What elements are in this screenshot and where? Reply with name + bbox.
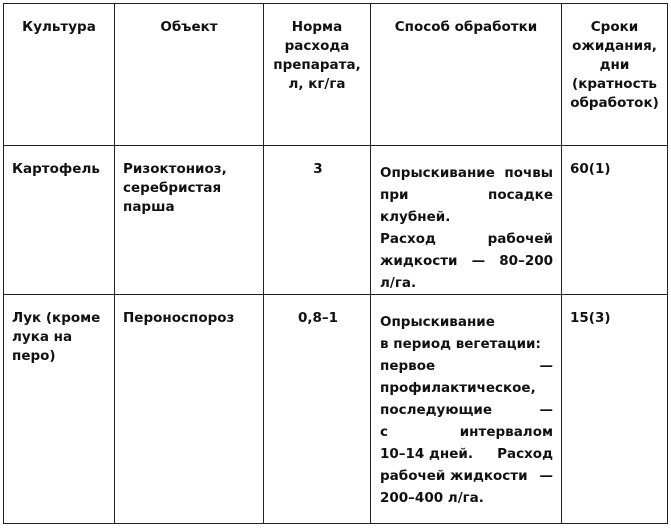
cell-method: Опрыскивание почвы при посадке клубней. Расход рабочей жидкости — 80–200 л/га. [371,146,562,295]
cell-crop: Лук (кроме лука на перо) [4,295,115,524]
cell-target: Пероноспороз [115,295,264,524]
header-method: Способ обработки [371,4,562,146]
header-waiting: Сроки ожидания, дни (кратность обработок) [562,4,668,146]
header-rate: Норма расхода препарата, л, кг/га [264,4,371,146]
table-row [4,146,668,295]
cell-method: Опрыскивание в период вегетации: первое — профилактическое, последующие — с интервалом 10–14 дней. Расход рабочей жидкости — 200–400 л/га. [371,295,562,524]
cell-waiting: 60(1) [562,146,668,295]
cell-target: Ризоктониоз, серебристая парша [115,146,264,295]
treatment-table [3,3,668,524]
cell-waiting: 15(3) [562,295,668,524]
header-row [4,4,668,146]
cell-rate: 3 [264,146,371,295]
cell-rate: 0,8–1 [264,295,371,524]
cell-crop: Картофель [4,146,115,295]
header-target: Объект [115,4,264,146]
table-row [4,295,668,524]
header-crop: Культура [4,4,115,146]
